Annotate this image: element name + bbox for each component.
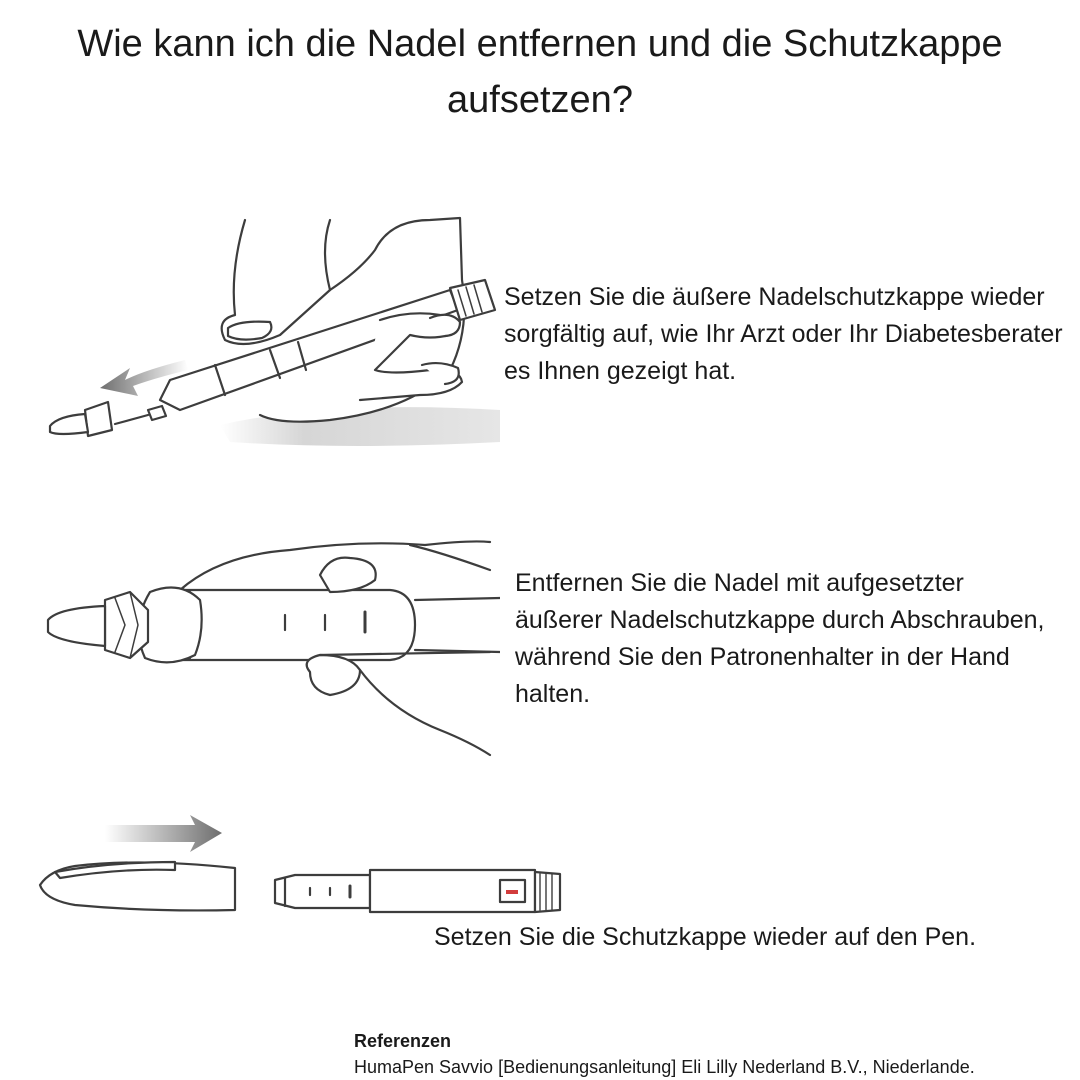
unscrewing-needle-illustration (30, 530, 500, 770)
lower-hand-shape (307, 655, 360, 695)
step-3-text: Setzen Sie die Schutzkappe wieder auf den Pen. (434, 923, 977, 951)
needle-cap-shape (85, 402, 112, 436)
pen-body-shape (275, 875, 370, 908)
references-text: HumaPen Savvio [Bedienungsanleitung] Eli Lilly Nederland B.V., Niederlande. (354, 1057, 975, 1077)
needle-cap-shape (105, 592, 148, 658)
page-title: Wie kann ich die Nadel entfernen und die Schutzkappe aufsetzen? (77, 23, 1003, 121)
step-2-text: Entfernen Sie die Nadel mit aufgesetzter äußerer Nadelschutzkappe durch Abschrauben, während Sie den Patronenhalter in der Hand halten. (515, 569, 1045, 708)
step-1-text: Setzen Sie die äußere Nadelschutzkappe wieder sorgfältig auf, wie Ihr Arzt oder Ihr Diabetesberater es Ihnen gezeigt hat. (504, 283, 1063, 385)
arrow-right-icon (105, 815, 222, 852)
references-section (354, 1028, 1074, 1080)
pen-body-shape (170, 590, 415, 660)
hands-capping-needle-illustration (30, 210, 500, 450)
references-heading: Referenzen (354, 1031, 452, 1051)
pen-cap-illustration (30, 800, 590, 920)
